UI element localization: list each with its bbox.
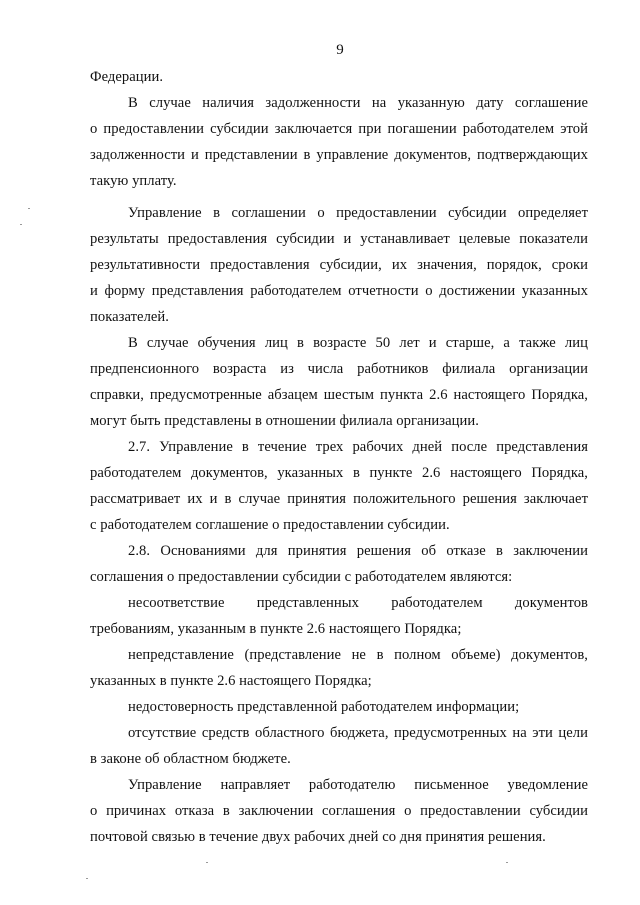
text-line: рассматривает их и в случае принятия положительного решения заключает [90, 491, 588, 507]
text-line: такую уплату. [90, 173, 177, 189]
text-line: В случае наличия задолженности на указанную дату соглашение [128, 95, 588, 111]
text-line: предпенсионного возраста из числа работников филиала организации [90, 361, 588, 377]
text-line: требованиям, указанным в пункте 2.6 настоящего Порядка; [90, 621, 462, 637]
text-line: недостоверность представленной работодателем информации; [128, 699, 520, 715]
text-line: почтовой связью в течение двух рабочих дней со дня принятия решения. [90, 829, 546, 845]
text-line: и форму представления работодателем отчетности о достижении указанных [90, 283, 588, 299]
scan-speck [28, 208, 30, 209]
text-line: в законе об областном бюджете. [90, 751, 291, 767]
text-line: отсутствие средств областного бюджета, предусмотренных на эти цели [128, 725, 588, 741]
text-line: Управление в соглашении о предоставлении субсидии определяет [128, 205, 588, 221]
document-body [90, 64, 588, 850]
text-line: о предоставлении субсидии заключается при погашении работодателем этой [90, 121, 588, 137]
text-line: справки, предусмотренные абзацем шестым пункта 2.6 настоящего Порядка, [90, 387, 588, 403]
text-line: несоответствие представленных работодателем документов [128, 595, 588, 611]
scan-speck [206, 862, 208, 863]
scan-speck [20, 224, 22, 225]
text-line: указанных в пункте 2.6 настоящего Порядка; [90, 673, 372, 689]
page-number: 9 [336, 42, 344, 58]
text-line: непредставление (представление не в полном объеме) документов, [128, 647, 588, 663]
text-line: результативности предоставления субсидии, их значения, порядок, сроки [90, 257, 588, 273]
text-line: могут быть представлены в отношении филиала организации. [90, 413, 479, 429]
text-line: Управление направляет работодателю письменное уведомление [128, 777, 588, 793]
text-line: с работодателем соглашение о предоставлении субсидии. [90, 517, 450, 533]
text-line: задолженности и представлении в управление документов, подтверждающих [90, 147, 588, 163]
text-line: показателей. [90, 309, 169, 325]
text-line: 2.8. Основаниями для принятия решения об отказе в заключении [128, 543, 588, 559]
scan-speck [506, 862, 508, 863]
text-line: результаты предоставления субсидии и устанавливает целевые показатели [90, 231, 588, 247]
scan-speck [86, 878, 88, 879]
text-line: Федерации. [90, 69, 164, 85]
text-line: В случае обучения лиц в возрасте 50 лет и старше, а также лиц [128, 335, 588, 351]
text-line: соглашения о предоставлении субсидии с работодателем являются: [90, 569, 513, 585]
text-line: 2.7. Управление в течение трех рабочих дней после представления [128, 439, 588, 455]
text-line: о причинах отказа в заключении соглашения о предоставлении субсидии [90, 803, 588, 819]
text-line: работодателем документов, указанных в пункте 2.6 настоящего Порядка, [90, 465, 588, 481]
